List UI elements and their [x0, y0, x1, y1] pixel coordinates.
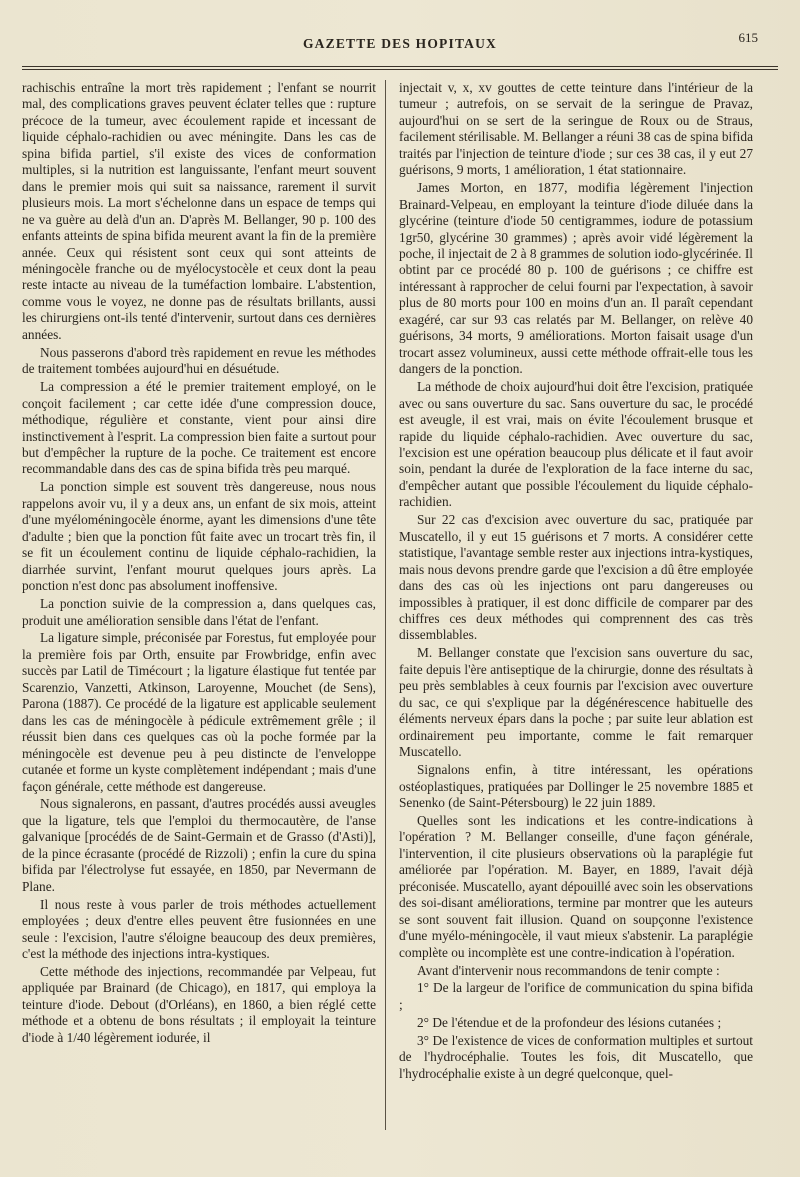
header-rule-double	[22, 69, 778, 70]
page-number: 615	[738, 30, 758, 45]
left-column	[22, 80, 376, 1140]
paragraph: M. Bellanger constate que l'excision sans ouverture du sac, faite depuis l'ère antiseptique de la chirurgie, donne des résultats à peu près semblables à ceux fournis par l'excision avec ouverture du sac, ce qui s'explique par la dégénérescence habituelle des éléments nerveux épars dans la poche ; par suite leur ablation est ordinairement peu importante, comme le fait remarquer Muscatello.	[399, 645, 753, 760]
paragraph: Signalons enfin, à titre intéressant, les opérations ostéoplastiques, pratiquées par Dollinger le 25 novembre 1885 et Senenko (de Saint-Pétersbourg) le 22 juin 1889.	[399, 762, 753, 810]
paragraph: La ligature simple, préconisée par Forestus, fut employée pour la première fois par Orth, ensuite par Frowbridge, enfin avec succès par Latil de Timécourt ; la ligature élastique fut tentée par Scarenzio, Vanzetti, Atkinson, Laroyenne, Mouchet (de Sens), Parona (1887). Ce procédé de la ligature est applicable seulement dans les cas de méningocèle à pédicule extrêmement grêle ; il réussit bien dans ces quelques cas où la poche formée par la méningocèle est devenue peu à peu distincte de l'enveloppe cutanée et forme un kyste complètement indépendant ; mais d'une façon générale, cette méthode est dangereuse.	[22, 630, 376, 794]
paragraph: 3° De l'existence de vices de conformation multiples et surtout de l'hydrocéphalie. Toutes les fois, dit Muscatello, que l'hydrocéphalie existe à un degré quelconque, quel-	[399, 1032, 753, 1081]
paragraph: Nous signalerons, en passant, d'autres procédés aussi aveugles que la ligature, tels que l'emploi du thermocautère, de l'anse galvanique [procédés de de Saint-Germain et de Grasso (d'Asti)], de la pince écrasante (procédé de Rizzoli) ; enfin la cure du spina bifida par l'électrolyse fut essayée, en 1850, par Nevermann de Plane.	[22, 796, 376, 894]
column-divider	[385, 80, 386, 1130]
paragraph: La ponction simple est souvent très dangereuse, nous nous rappelons avoir vu, il y a deux ans, un enfant de six mois, atteint d'une myéloméningocèle énorme, ayant les dimensions d'une tête d'adulte ; bien que la ponction fût faite avec un trocart très fin, il se fit un écoulement continu de liquide céphalo-rachidien, la diarrhée survint, l'enfant mourut quelques jours après. La ponction n'est donc pas absolument inoffensive.	[22, 479, 376, 594]
paragraph: Quelles sont les indications et les contre-indications à l'opération ? M. Bellanger conseille, d'une façon générale, l'intervention, il cite plusieurs observations où la paraplégie fut améliorée par l'opération. M. Bayer, en 1889, l'avait déjà préconisée. Muscatello, ayant dépouillé avec soin les observations des soi-disant améliorations, termine par montrer que les auteurs se sont souvent fait illusion. Quand on soupçonne l'existence d'une myélo-méningocèle, il vaut mieux s'abstenir. La paraplégie complète ou incomplète est une contre-indication à l'opération.	[399, 812, 753, 960]
paragraph: injectait v, x, xv gouttes de cette teinture dans l'intérieur de la tumeur ; autrefois, on se servait de la seringue de Pravaz, aujourd'hui on se sert de la seringue de Roux ou de Straus, facilement stérilisable. M. Bellanger a réuni 38 cas de spina bifida traités par l'injection de teinture d'iode ; sur ces 38 cas, il y eut 27 guérisons, 9 morts, 1 amélioration, 1 état stationnaire.	[399, 80, 753, 178]
paragraph: Avant d'intervenir nous recommandons de tenir compte :	[417, 962, 720, 978]
paragraph: Sur 22 cas d'excision avec ouverture du sac, pratiquée par Muscatello, il y eut 15 guérisons et 7 morts. A considérer cette statistique, l'avantage semble rester aux injections intra-kystiques, mais nous devons prendre garde que l'excision a dû être employée dans des cas où les injections ont paru dangereuses ou impossibles à pratiquer, il est donc difficile de comparer par des chiffres ces deux méthodes qui comprennent des cas très dissemblables.	[399, 512, 753, 643]
paragraph: La compression a été le premier traitement employé, on le conçoit facilement ; car cette idée d'une compression douce, méthodique, régulière et constante, vient pour ainsi dire instinctivement à l'esprit. La compression bien faite a surtout pour but d'empêcher la rupture de la poche. Ce traitement est encore recommandable dans des cas de spina bifida très peu marqué.	[22, 379, 376, 477]
journal-title: GAZETTE DES HOPITAUX	[302, 36, 498, 51]
paragraph: 2° De l'étendue et de la profondeur des lésions cutanées ;	[417, 1014, 722, 1030]
paragraph: rachischis entraîne la mort très rapidement ; l'enfant se nourrit mal, des complications graves peuvent éclater telles que : rupture précoce de la tumeur, avec écoulement rapide et incessant de liquide céphalo-rachidien ou avec méningite. Dans les cas de spina bifida partiel, s'il existe des vices de conformation multiples, si la nutrition est languissante, l'enfant meurt souvent dans le premier mois qui suit sa naissance, rarement il survit plusieurs mois. La mort s'échelonne dans un espace de temps qui ne va guère au delà d'un an. D'après M. Bellanger, 90 p. 100 des enfants atteints de spina bifida meurent avant la fin de la première année. Ceux qui résistent sont ceux qui sont atteints de méningocèle franche ou de myélocystocèle et ceux dont la peau reste intacte au niveau de la tuméfaction lombaire. L'abstention, comme vous le voyez, ne donne pas de résultats brillants, aussi les chirurgiens ont-ils tenté d'intervenir, surtout dans ces dernières années.	[22, 80, 376, 342]
paragraph: Nous passerons d'abord très rapidement en revue les méthodes de traitement tombées aujourd'hui en désuétude.	[22, 344, 376, 377]
paragraph: Il nous reste à vous parler de trois méthodes actuellement employées ; deux d'entre elles peuvent être fusionnées en une seule : l'excision, l'autre s'éloigne beaucoup des deux premières, c'est la méthode des injections intra-kystiques.	[22, 896, 376, 962]
paragraph: La méthode de choix aujourd'hui doit être l'excision, pratiquée avec ou sans ouverture du sac. Sans ouverture du sac, le procédé est aveugle, il est vrai, mais on évite l'écoulement brusque et rapide du liquide céphalo-rachidien. Avec ouverture du sac, l'excision est une opération beaucoup plus délicate et il faut avoir soin, pendant la durée de l'exploration de la face interne du sac, d'empêcher autant que possible l'écoulement du liquide céphalo-rachidien.	[399, 379, 753, 510]
right-column	[399, 80, 753, 1140]
header-rule	[22, 66, 778, 67]
paragraph: 1° De la largeur de l'orifice de communication du spina bifida ;	[399, 980, 753, 1012]
paragraph: Cette méthode des injections, recommandée par Velpeau, fut appliquée par Brainard (de Chicago), en 1817, qui employa la teinture d'iode. Debout (d'Orléans), en 1860, a bien réglé cette méthode et a obtenu de bons résultats ; il employait la teinture d'iode à 1/40 légèrement iodurée, il	[22, 964, 376, 1045]
running-head	[0, 30, 800, 60]
paragraph: La ponction suivie de la compression a, dans quelques cas, produit une amélioration sensible dans l'état de l'enfant.	[22, 596, 376, 628]
paragraph: James Morton, en 1877, modifia légèrement l'injection Brainard-Velpeau, en employant la teinture d'iode diluée dans la glycérine (teinture d'iode 50 centigrammes, iodure de potassium 1gr50, glycérine 30 grammes) ; après avoir vidé légèrement la poche, il injectait de 2 à 8 grammes de solution iodo-glycérinée. Il obtint par ce procédé 80 p. 100 de guérisons ; ce chiffre est intéressant à rapprocher de celui fourni par l'expectation, à savoir plus de 80 morts pour 100 en moins d'un an. Il paraît cependant exagéré, car sur 93 cas relatés par M. Bellanger, on relève 40 guérisons, 34 morts, 9 améliorations. Morton faisait usage d'un trocart assez volumineux, aussi cette méthode offrait-elle tous les dangers de la ponction.	[399, 180, 753, 377]
